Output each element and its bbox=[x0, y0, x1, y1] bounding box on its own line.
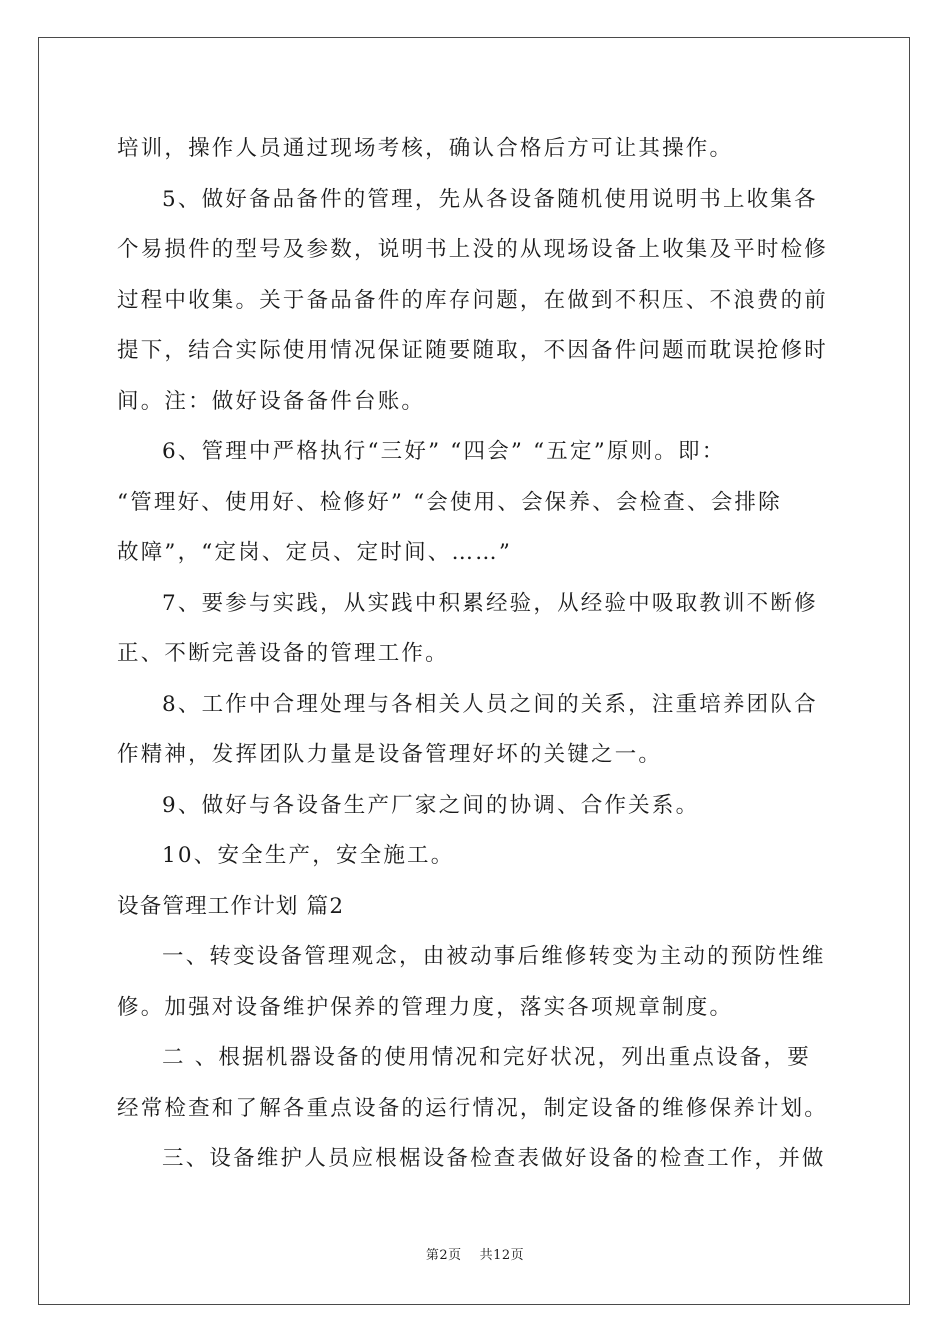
paragraph-line: 故障”，“定岗、定员、定时间、……” bbox=[117, 540, 513, 565]
paragraph-line: 培训，操作人员通过现场考核，确认合格后方可让其操作。 bbox=[117, 136, 734, 161]
paragraph-line: 修。加强对设备维护保养的管理力度，落实各项规章制度。 bbox=[117, 994, 734, 1020]
paragraph-line: 一、转变设备管理观念，由被动事后维修转变为主动的预防性维 bbox=[162, 944, 826, 969]
page-number: 第2页 bbox=[425, 1248, 462, 1263]
paragraph-line: 8、工作中合理处理与各相关人员之间的关系，注重培养团队合 bbox=[162, 691, 818, 717]
document-body bbox=[117, 130, 833, 1191]
paragraph-line: “管理好、使用好、检修好” “会使用、会保养、会检查、会排除 bbox=[117, 489, 782, 515]
paragraph-line: 10、安全生产，安全施工。 bbox=[162, 843, 455, 868]
paragraph-line: 作精神，发挥团队力量是设备管理好坏的关键之一。 bbox=[117, 742, 663, 767]
paragraph-line: 三、设备维护人员应根椐设备检查表做好设备的检查工作，并做 bbox=[162, 1146, 826, 1171]
paragraph-line: 提下，结合实际使用情况保证随要随取，不因备件问题而耽误抢修时 bbox=[117, 338, 829, 363]
paragraph-line: 正、不断完善设备的管理工作。 bbox=[117, 641, 449, 666]
paragraph-line: 二 、根据机器设备的使用情况和完好状况，列出重点设备，要 bbox=[162, 1045, 811, 1070]
paragraph-line: 9、做好与各设备生产厂家之间的协调、合作关系。 bbox=[162, 792, 700, 818]
page-footer bbox=[0, 1244, 950, 1263]
section-heading: 设备管理工作计划 篇2 bbox=[117, 893, 345, 919]
paragraph-line: 经常检查和了解各重点设备的运行情况，制定设备的维修保养计划。 bbox=[117, 1095, 829, 1121]
paragraph-line: 7、要参与实践，从实践中积累经验，从经验中吸取教训不断修 bbox=[162, 590, 818, 616]
total-pages: 共12页 bbox=[479, 1248, 525, 1263]
paragraph-line: 过程中收集。关于备品备件的库存问题，在做到不积压、不浪费的前 bbox=[117, 287, 829, 313]
paragraph-line: 间。注：做好设备备件台账。 bbox=[117, 388, 426, 414]
paragraph-line: 6、管理中严格执行“三好” “四会” “五定”原则。即： bbox=[162, 439, 726, 464]
paragraph-line: 个易损件的型号及参数，说明书上没的从现场设备上收集及平时检修 bbox=[117, 237, 829, 262]
paragraph-line: 5、做好备品备件的管理，先从各设备随机使用说明书上收集各 bbox=[162, 186, 818, 212]
